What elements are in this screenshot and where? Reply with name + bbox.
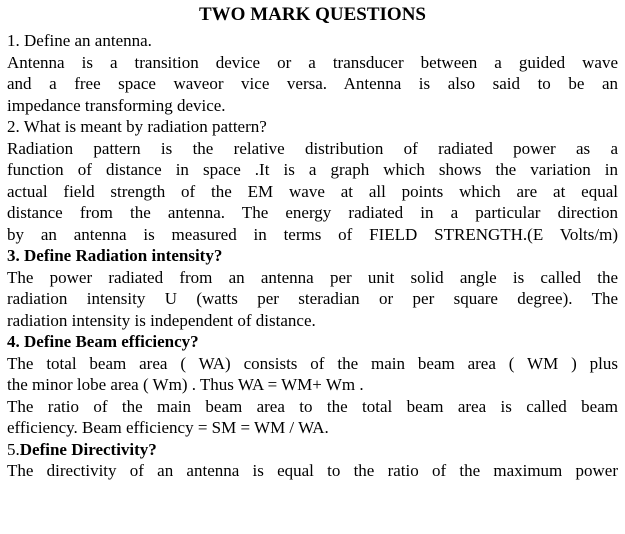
- answer-line: The directivity of an antenna is equal to the ratio of the maximum power: [7, 461, 618, 480]
- answer-line: radiation intensity is independent of distance.: [7, 310, 316, 330]
- answer-line: distance from the antenna. The energy radiated in a particular direction: [7, 203, 618, 222]
- question-1: 1. Define an antenna.: [7, 31, 152, 50]
- answer-line: and a free space waveor vice versa. Antenna is also said to be an: [7, 74, 618, 93]
- page-title: TWO MARK QUESTIONS: [199, 4, 426, 25]
- question-5-number: 5.: [7, 439, 20, 459]
- answer-line: The total beam area ( WA) consists of the main beam area ( WM ) plus: [7, 353, 618, 373]
- answer-line: The power radiated from an antenna per unit solid angle is called the: [7, 267, 618, 287]
- answer-line: by an antenna is measured in terms of FIELD STRENGTH.(E Volts/m): [7, 224, 618, 244]
- answer-line: Antenna is a transition device or a transducer between a guided wave: [7, 52, 618, 72]
- answer-1: [7, 52, 618, 117]
- question-5: [7, 439, 618, 461]
- answer-line: actual field strength of the EM wave at all points which are at equal: [7, 181, 618, 201]
- answer-line: efficiency. Beam efficiency = SM = WM / WA.: [7, 418, 329, 437]
- answer-2: [7, 138, 618, 246]
- question-3: 3. Define Radiation intensity?: [7, 246, 223, 265]
- answer-line: impedance transforming device.: [7, 95, 226, 115]
- answer-line: radiation intensity U (watts per steradian or per square degree). The: [7, 289, 618, 308]
- answer-line: function of distance in space .It is a graph which shows the variation in: [7, 160, 618, 179]
- question-4: 4. Define Beam efficiency?: [7, 332, 199, 351]
- answer-3: [7, 267, 618, 332]
- answer-4: [7, 353, 618, 439]
- answer-line: the minor lobe area ( Wm) . Thus WA = WM+ Wm .: [7, 375, 364, 394]
- question-5-text: Define Directivity?: [19, 439, 157, 459]
- question-2: 2. What is meant by radiation pattern?: [7, 117, 267, 136]
- answer-line: The ratio of the main beam area to the total beam area is called beam: [7, 396, 618, 416]
- document-body: [7, 30, 618, 482]
- answer-line: Radiation pattern is the relative distribution of radiated power as a: [7, 138, 618, 158]
- answer-5: [7, 460, 618, 482]
